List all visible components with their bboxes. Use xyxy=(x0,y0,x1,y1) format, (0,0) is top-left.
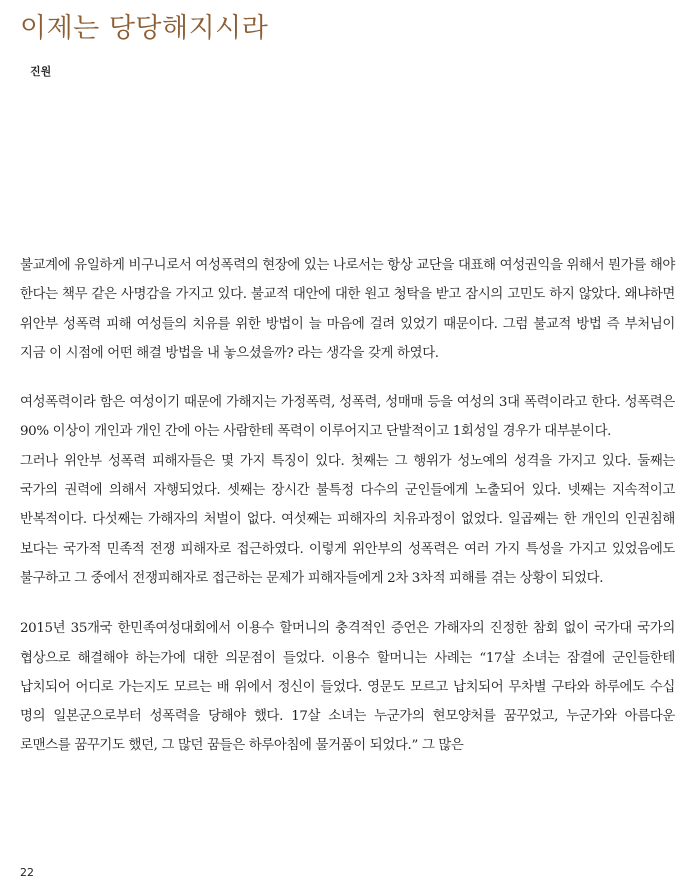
paragraph-intro: 불교계에 유일하게 비구니로서 여성폭력의 현장에 있는 나로서는 항상 교단을 대표해 여성권익을 위해서 뭔가를 해야 한다는 책무 같은 사명감을 가지고 있다. 불교적 대안에 대한 원고 청탁을 받고 잠시의 고민도 하지 않았다. 왜냐하면 위안부 성폭력 피해 여성들의 치유를 위한 방법이 늘 마음에 걸려 있었기 때문이다. 그럼 불교적 방법 즉 부처님이 지금 이 시점에 어떤 해결 방법을 내 놓으셨을까? 라는 생각을 갖게 하였다. xyxy=(20,258,675,361)
article-title: 이제는 당당해지시라 xyxy=(20,13,269,44)
author-name: 진원 xyxy=(30,65,52,78)
paragraph-comfort-women-characteristics: 그러나 위안부 성폭력 피해자들은 몇 가지 특징이 있다. 첫째는 그 행위가 성노예의 성격을 가지고 있다. 둘째는 국가의 권력에 의해서 자행되었다. 셋째는 장시간 불특정 다수의 군인들에게 노출되어 있다. 넷째는 지속적이고 반복적이다. 다섯째는 가해자의 처벌이 없다. 여섯째는 피해자의 치유과정이 없었다. 일곱째는 한 개인의 인권침해 보다는 국가적 민족적 전쟁 피해자로 접근하였다. 이렇게 위안부의 성폭력은 여러 가지 특성을 가지고 있었음에도 불구하고 그 중에서 전쟁피해자로 접근하는 문제가 피해자들에게 2차 3차적 피해를 겪는 상황이 되었다. xyxy=(20,453,675,586)
paragraph-testimony: 2015년 35개국 한민족여성대회에서 이용수 할머니의 충격적인 증언은 가해자의 진정한 참회 없이 국가대 국가의 협상으로 해결해야 하는가에 대한 의문점이 들었다. 이용수 할머니는 사례는 “17살 소녀는 잠결에 군인들한테 납치되어 어디로 가는지도 모르는 배 위에서 정신이 들었다. 영문도 모르고 납치되어 무차별 구타와 하루에도 수십 명의 일본군으로부터 성폭력을 당해야 했다. 17살 소녀는 누군가의 현모양처를 꿈꾸었고, 누군가와 아름다운 로맨스를 꿈꾸기도 했던, 그 많던 꿈들은 하루아침에 물거품이 되었다.” 그 많은 xyxy=(20,621,675,754)
page-number: 22 xyxy=(20,866,34,879)
paragraph-violence-definition: 여성폭력이라 함은 여성이기 때문에 가해지는 가정폭력, 성폭력, 성매매 등을 여성의 3대 폭력이라고 한다. 성폭력은 90% 이상이 개인과 개인 간에 아는 사람한테 폭력이 이루어지고 단발적이고 1회성일 경우가 대부분이다. xyxy=(20,395,675,440)
article-body xyxy=(20,251,675,761)
